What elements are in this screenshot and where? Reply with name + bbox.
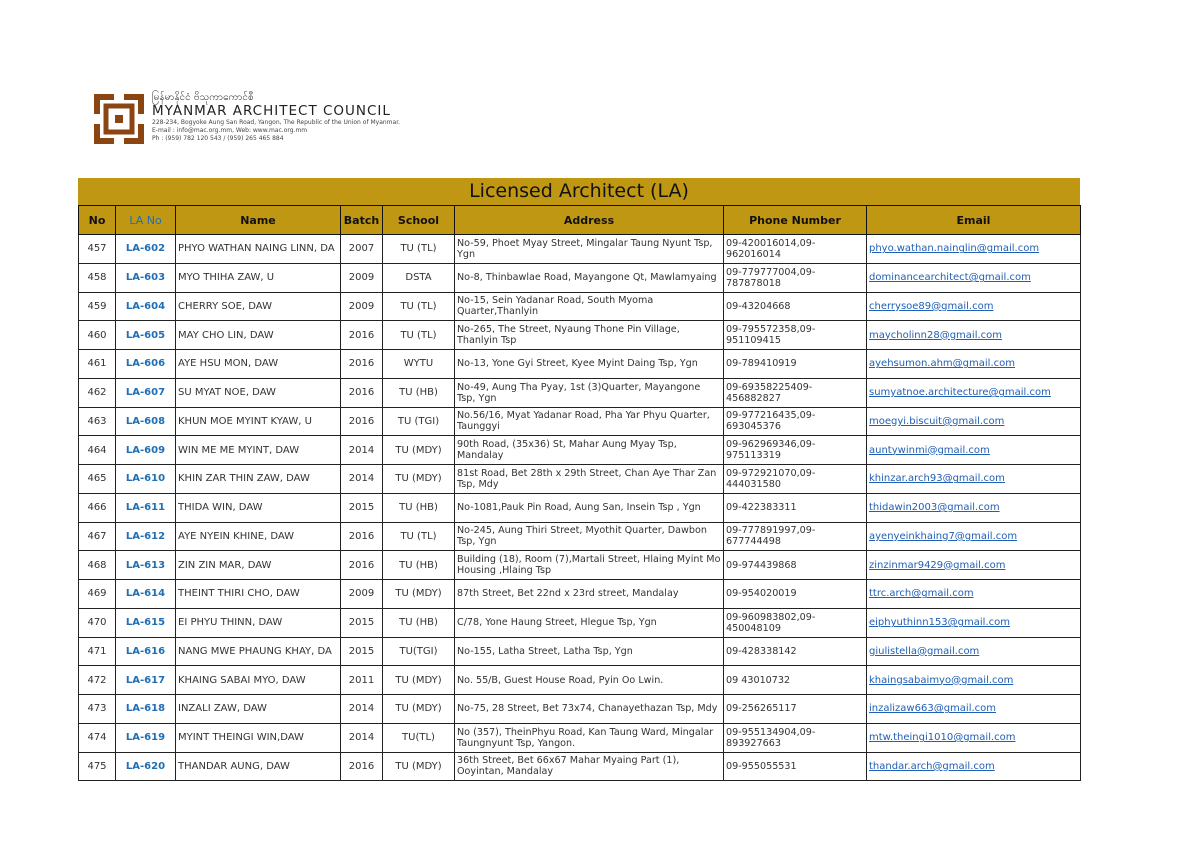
row-email-link[interactable]: mtw.theingi1010@gmail.com: [867, 723, 1081, 752]
row-name: MYO THIHA ZAW, U: [176, 263, 341, 292]
row-address: No-59, Phoet Myay Street, Mingalar Taung Nyunt Tsp, Ygn: [455, 235, 724, 264]
row-address: 90th Road, (35x36) St, Mahar Aung Myay Tsp, Mandalay: [455, 436, 724, 465]
row-la-number: LA-619: [116, 723, 176, 752]
row-number: 474: [79, 723, 116, 752]
council-logo-icon: [92, 92, 146, 146]
row-name: EI PHYU THINN, DAW: [176, 608, 341, 637]
row-batch: 2016: [341, 752, 383, 781]
table-row: [79, 436, 1081, 465]
council-name: MYANMAR ARCHITECT COUNCIL: [152, 103, 391, 119]
col-header-school: School: [383, 206, 455, 235]
row-number: 457: [79, 235, 116, 264]
row-name: KHIN ZAR THIN ZAW, DAW: [176, 465, 341, 494]
row-batch: 2016: [341, 407, 383, 436]
row-batch: 2009: [341, 263, 383, 292]
row-number: 461: [79, 350, 116, 379]
row-email-link[interactable]: khaingsabaimyo@gmail.com: [867, 666, 1081, 695]
row-number: 467: [79, 522, 116, 551]
table-row: [79, 551, 1081, 580]
row-number: 469: [79, 580, 116, 609]
col-header-email: Email: [867, 206, 1081, 235]
row-la-number: LA-620: [116, 752, 176, 781]
row-email-link[interactable]: sumyatnoe.architecture@gmail.com: [867, 378, 1081, 407]
row-name: ZIN ZIN MAR, DAW: [176, 551, 341, 580]
row-school: TU (MDY): [383, 666, 455, 695]
row-la-number: LA-605: [116, 321, 176, 350]
row-batch: 2015: [341, 493, 383, 522]
row-la-number: LA-610: [116, 465, 176, 494]
row-address: No-1081,Pauk Pin Road, Aung San, Insein Tsp , Ygn: [455, 493, 724, 522]
row-school: TU (MDY): [383, 580, 455, 609]
row-name: THIDA WIN, DAW: [176, 493, 341, 522]
col-header-no: No: [79, 206, 116, 235]
row-number: 459: [79, 292, 116, 321]
row-batch: 2016: [341, 551, 383, 580]
row-school: TU (TL): [383, 321, 455, 350]
row-name: AYE NYEIN KHINE, DAW: [176, 522, 341, 551]
row-la-number: LA-618: [116, 695, 176, 724]
row-number: 471: [79, 637, 116, 666]
table-row: [79, 235, 1081, 264]
row-address: No-49, Aung Tha Pyay, 1st (3)Quarter, Mayangone Tsp, Ygn: [455, 378, 724, 407]
row-address: No-245, Aung Thiri Street, Myothit Quarter, Dawbon Tsp, Ygn: [455, 522, 724, 551]
row-phone: 09-795572358,09-951109415: [724, 321, 867, 350]
table-row: [79, 493, 1081, 522]
table-row: [79, 637, 1081, 666]
row-email-link[interactable]: dominancearchitect@gmail.com: [867, 263, 1081, 292]
row-number: 462: [79, 378, 116, 407]
row-number: 468: [79, 551, 116, 580]
table-row: [79, 350, 1081, 379]
row-name: CHERRY SOE, DAW: [176, 292, 341, 321]
row-name: SU MYAT NOE, DAW: [176, 378, 341, 407]
col-header-la-no: LA No: [116, 206, 176, 235]
row-phone: 09-954020019: [724, 580, 867, 609]
row-number: 470: [79, 608, 116, 637]
row-email-link[interactable]: moegyi.biscuit@gmail.com: [867, 407, 1081, 436]
row-address: No. 55/B, Guest House Road, Pyin Oo Lwin.: [455, 666, 724, 695]
row-school: TU (TGI): [383, 407, 455, 436]
row-name: MYINT THEINGI WIN,DAW: [176, 723, 341, 752]
row-address: No-155, Latha Street, Latha Tsp, Ygn: [455, 637, 724, 666]
row-la-number: LA-617: [116, 666, 176, 695]
row-school: TU (HB): [383, 551, 455, 580]
row-la-number: LA-607: [116, 378, 176, 407]
row-school: TU (TL): [383, 522, 455, 551]
row-email-link[interactable]: thandar.arch@gmail.com: [867, 752, 1081, 781]
council-burmese-name: မြန်မာနိုင်ငံ ဗိသုကာကောင်စီ: [152, 92, 254, 103]
row-email-link[interactable]: maycholinn28@gmail.com: [867, 321, 1081, 350]
row-batch: 2014: [341, 465, 383, 494]
row-name: PHYO WATHAN NAING LINN, DA: [176, 235, 341, 264]
council-header: [92, 92, 512, 148]
row-la-number: LA-615: [116, 608, 176, 637]
row-la-number: LA-608: [116, 407, 176, 436]
licensed-architect-table: [78, 205, 1081, 781]
row-school: TU (HB): [383, 608, 455, 637]
row-batch: 2009: [341, 292, 383, 321]
row-email-link[interactable]: inzalizaw663@gmail.com: [867, 695, 1081, 724]
row-number: 472: [79, 666, 116, 695]
row-phone: 09-420016014,09-962016014: [724, 235, 867, 264]
row-phone: 09-972921070,09-444031580: [724, 465, 867, 494]
row-email-link[interactable]: thidawin2003@gmail.com: [867, 493, 1081, 522]
table-row: [79, 263, 1081, 292]
table-row: [79, 378, 1081, 407]
row-number: 465: [79, 465, 116, 494]
table-row: [79, 465, 1081, 494]
row-batch: 2007: [341, 235, 383, 264]
row-address: 36th Street, Bet 66x67 Mahar Myaing Part (1), Ooyintan, Mandalay: [455, 752, 724, 781]
row-address: No-13, Yone Gyi Street, Kyee Myint Daing Tsp, Ygn: [455, 350, 724, 379]
row-number: 458: [79, 263, 116, 292]
row-batch: 2016: [341, 321, 383, 350]
table-row: [79, 321, 1081, 350]
row-phone: 09-955134904,09-893927663: [724, 723, 867, 752]
row-email-link[interactable]: zinzinmar9429@gmail.com: [867, 551, 1081, 580]
row-batch: 2016: [341, 378, 383, 407]
row-address: C/78, Yone Haung Street, Hlegue Tsp, Ygn: [455, 608, 724, 637]
table-row: [79, 522, 1081, 551]
row-la-number: LA-616: [116, 637, 176, 666]
row-address: 81st Road, Bet 28th x 29th Street, Chan Aye Thar Zan Tsp, Mdy: [455, 465, 724, 494]
row-phone: 09-779777004,09-787878018: [724, 263, 867, 292]
row-phone: 09-955055531: [724, 752, 867, 781]
row-address: No.56/16, Myat Yadanar Road, Pha Yar Phyu Quarter, Taunggyi: [455, 407, 724, 436]
row-number: 475: [79, 752, 116, 781]
row-la-number: LA-602: [116, 235, 176, 264]
council-phone: Ph : (959) 782 120 543 / (959) 265 465 884: [152, 135, 284, 142]
row-phone: 09-43204668: [724, 292, 867, 321]
row-name: WIN ME ME MYINT, DAW: [176, 436, 341, 465]
row-number: 460: [79, 321, 116, 350]
row-address: Building (18), Room (7),Martali Street, Hlaing Myint Mo Housing ,Hlaing Tsp: [455, 551, 724, 580]
row-la-number: LA-612: [116, 522, 176, 551]
row-address: No-15, Sein Yadanar Road, South Myoma Quarter,Thanlyin: [455, 292, 724, 321]
row-address: No (357), TheinPhyu Road, Kan Taung Ward, Mingalar Taungnyunt Tsp, Yangon.: [455, 723, 724, 752]
council-address: 228-234, Bogyoke Aung San Road, Yangon, The Republic of the Union of Myanmar.: [152, 119, 401, 126]
row-school: TU (MDY): [383, 465, 455, 494]
row-school: TU(TGI): [383, 637, 455, 666]
row-email-link[interactable]: giulistella@gmail.com: [867, 637, 1081, 666]
row-name: THEINT THIRI CHO, DAW: [176, 580, 341, 609]
row-batch: 2014: [341, 436, 383, 465]
row-number: 464: [79, 436, 116, 465]
row-la-number: LA-604: [116, 292, 176, 321]
row-number: 466: [79, 493, 116, 522]
row-la-number: LA-606: [116, 350, 176, 379]
col-header-phone: Phone Number: [724, 206, 867, 235]
row-phone: 09-960983802,09-450048109: [724, 608, 867, 637]
row-email-link[interactable]: phyo.wathan.nainglin@gmail.com: [867, 235, 1081, 264]
table-row: [79, 723, 1081, 752]
row-phone: 09-777891997,09-677744498: [724, 522, 867, 551]
col-header-batch: Batch: [341, 206, 383, 235]
row-email-link[interactable]: ayenyeinkhaing7@gmail.com: [867, 522, 1081, 551]
row-name: NANG MWE PHAUNG KHAY, DA: [176, 637, 341, 666]
row-phone: 09-789410919: [724, 350, 867, 379]
row-la-number: LA-614: [116, 580, 176, 609]
row-address: No-265, The Street, Nyaung Thone Pin Village, Thanlyin Tsp: [455, 321, 724, 350]
row-phone: 09-256265117: [724, 695, 867, 724]
row-batch: 2014: [341, 695, 383, 724]
row-email-link[interactable]: khinzar.arch93@gmail.com: [867, 465, 1081, 494]
row-address: No-8, Thinbawlae Road, Mayangone Qt, Mawlamyaing: [455, 263, 724, 292]
row-email-link[interactable]: auntywinmi@gmail.com: [867, 436, 1081, 465]
col-header-address: Address: [455, 206, 724, 235]
table-row: [79, 292, 1081, 321]
row-name: AYE HSU MON, DAW: [176, 350, 341, 379]
row-phone: 09-428338142: [724, 637, 867, 666]
row-email-link[interactable]: cherrysoe89@gmail.com: [867, 292, 1081, 321]
row-batch: 2015: [341, 637, 383, 666]
row-school: TU(TL): [383, 723, 455, 752]
row-email-link[interactable]: ayehsumon.ahm@gmail.com: [867, 350, 1081, 379]
col-header-name: Name: [176, 206, 341, 235]
table-row: [79, 608, 1081, 637]
row-batch: 2016: [341, 350, 383, 379]
table-row: [79, 752, 1081, 781]
row-name: MAY CHO LIN, DAW: [176, 321, 341, 350]
row-name: KHUN MOE MYINT KYAW, U: [176, 407, 341, 436]
council-info: [152, 92, 400, 143]
row-batch: 2015: [341, 608, 383, 637]
row-address: No-75, 28 Street, Bet 73x74, Chanayethazan Tsp, Mdy: [455, 695, 724, 724]
row-school: TU (MDY): [383, 436, 455, 465]
row-phone: 09-974439868: [724, 551, 867, 580]
row-name: INZALI ZAW, DAW: [176, 695, 341, 724]
row-school: TU (MDY): [383, 695, 455, 724]
row-batch: 2016: [341, 522, 383, 551]
row-batch: 2011: [341, 666, 383, 695]
row-email-link[interactable]: eiphyuthinn153@gmail.com: [867, 608, 1081, 637]
row-phone: 09-422383311: [724, 493, 867, 522]
row-school: WYTU: [383, 350, 455, 379]
row-school: TU (MDY): [383, 752, 455, 781]
row-name: KHAING SABAI MYO, DAW: [176, 666, 341, 695]
document-title: Licensed Architect (LA): [78, 178, 1080, 205]
row-address: 87th Street, Bet 22nd x 23rd street, Mandalay: [455, 580, 724, 609]
row-phone: 09-962969346,09-975113319: [724, 436, 867, 465]
row-phone: 09 43010732: [724, 666, 867, 695]
row-la-number: LA-603: [116, 263, 176, 292]
row-school: TU (TL): [383, 292, 455, 321]
row-phone: 09-977216435,09-693045376: [724, 407, 867, 436]
row-name: THANDAR AUNG, DAW: [176, 752, 341, 781]
table-row: [79, 695, 1081, 724]
row-number: 473: [79, 695, 116, 724]
row-batch: 2014: [341, 723, 383, 752]
table-row: [79, 666, 1081, 695]
row-school: TU (HB): [383, 493, 455, 522]
table-header-row: [79, 206, 1081, 235]
row-school: TU (TL): [383, 235, 455, 264]
table-row: [79, 580, 1081, 609]
table-row: [79, 407, 1081, 436]
row-school: TU (HB): [383, 378, 455, 407]
row-number: 463: [79, 407, 116, 436]
row-batch: 2009: [341, 580, 383, 609]
row-la-number: LA-613: [116, 551, 176, 580]
row-la-number: LA-611: [116, 493, 176, 522]
row-la-number: LA-609: [116, 436, 176, 465]
row-email-link[interactable]: ttrc.arch@gmail.com: [867, 580, 1081, 609]
row-phone: 09-69358225409-456882827: [724, 378, 867, 407]
row-school: DSTA: [383, 263, 455, 292]
council-email-web: E-mail : info@mac.org.mm, Web: www.mac.org.mm: [152, 127, 308, 134]
